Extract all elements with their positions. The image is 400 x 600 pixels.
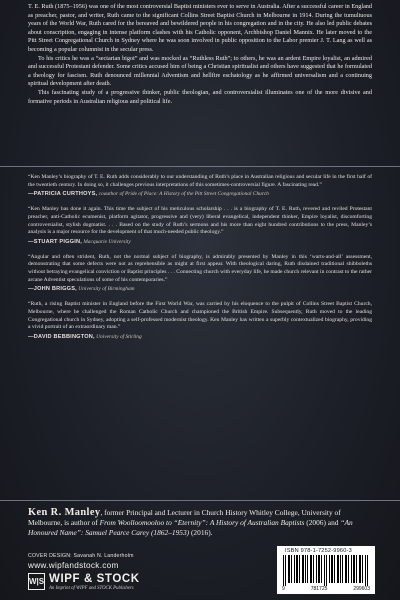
- description-paragraph: To his critics he was a “sectarian bigot” and was mocked as “Ruthless Ruth”; to others, he was an ardent Empire loyalist, an admired and successful Protestant defender. Some critics accused him of being a Christian spiritualist and others have suggested that he formulated a theology for fascism. Ruth denounced millennial Adventism and hellfire eschatology as he affirmed universalism and a continuing spiritual development after death.: [28, 54, 372, 88]
- author-bio-text: (2016).: [189, 528, 213, 538]
- isbn-label: ISBN 978-1-7252-9960-3: [285, 548, 352, 554]
- isbn-barcode: [277, 546, 375, 594]
- endorsements: [28, 174, 372, 349]
- cover-design-credit: COVER DESIGN: Savanah N. Landerholm: [28, 553, 134, 559]
- author-book-title: From Woolloomooloo to “Eternity”: A History of Australian Baptists: [99, 518, 305, 528]
- endorsement: [28, 206, 372, 247]
- endorsement: [28, 301, 372, 342]
- publisher-imprint: An Imprint of WIPF and STOCK Publishers: [49, 586, 134, 591]
- endorsement-attribution: [28, 286, 372, 294]
- author-name: Ken R. Manley: [28, 507, 101, 518]
- endorser-affiliation: University of Stirling: [94, 333, 142, 340]
- endorsement-quote: “Ken Manley’s biography of T. E. Ruth adds considerably to our understanding of Ruth’s place in Australian religious and secular life in the first half of the twentieth century. In doing so, it challenges previous interpretations of this sometimes-controversial figure. A fascinating read.”: [28, 174, 372, 188]
- endorser-affiliation: coauthor of Pride of Place: A History of the Pitt Street Congregational Church: [97, 191, 269, 198]
- barcode-digit-group: 299603: [353, 586, 370, 592]
- endorsement: [28, 254, 372, 295]
- endorsement-attribution: [28, 334, 372, 342]
- barcode-digits: [281, 586, 371, 592]
- author-bio-text: (2006) and: [304, 518, 341, 528]
- author-bio-text: , former Principal and Lecturer in Church History Whitley College, University of Melbourne, is author of: [28, 508, 341, 528]
- description-paragraph: T. E. Ruth (1875–1956) was one of the most controversial Baptist ministers ever to serve in Australia. After a successful career in England as preacher, pastor, and writer, Ruth came to the significant Collins Street Baptist Church in Melbourne in 1914. During the tumultuous years of the World War, Ruth cared for the bereaved and bewildered people in his congregation and in the city. He also led public debates about conscription, engaging in intense platform clashes with his Catholic opponent, Archbishop Daniel Mannix. He later moved to the Pitt Street Congregational Church in Sydney where he was soon involved in public opposition to the Labor premier J. T. Lang as well as becoming a popular columnist in the secular press.: [28, 3, 372, 53]
- endorser-affiliation: Macquarie University: [81, 238, 131, 245]
- publisher-name: WIPF & STOCK: [49, 573, 140, 585]
- publisher-website: www.wipfandstock.com: [28, 561, 119, 570]
- publisher-logo-icon: W|S: [28, 573, 45, 590]
- endorser-name: —STUART PIGGIN,: [28, 238, 82, 245]
- barcode-digit-group: 781725: [310, 586, 328, 592]
- barcode-digit-group: 9: [282, 586, 285, 592]
- endorser-name: —JOHN BRIGGS,: [28, 286, 77, 293]
- endorsement-attribution: [28, 239, 372, 247]
- description-paragraph: This fascinating study of a progressive thinker, public theologian, and controversialist illuminates one of the more divisive and formative periods in Australian religious and political life.: [28, 88, 372, 105]
- endorser-affiliation: University of Birmingham: [76, 286, 135, 293]
- endorsement: [28, 174, 372, 199]
- book-description: [28, 3, 372, 106]
- section-divider: [0, 500, 400, 501]
- section-divider: [0, 166, 400, 167]
- endorsement-quote: “Angular and often strident, Ruth, not the normal subject of biography, is admirably presented by Manley in this ‘warts-and-all’ assessment, demonstrating that some defects were not as reprehensible as might at first appear. With theological daring, Ruth disdained traditional shibboleths without betraying evangelical conviction or Baptist principles . . . Connecting church with everyday life, he made church relevant in contrast to the rather arcane Adventist speculations of some of his contemporaries.”: [28, 253, 372, 283]
- endorser-name: —PATRICIA CURTHOYS,: [28, 191, 98, 198]
- endorsement-quote: “Ken Manley has done it again. This time the subject of his meticulous scholarship . . . is a biography of T. E. Ruth, revered and reviled Protestant preacher, anti-Catholic ecumenist, platform agitator, progressive and (very) liberal evangelical, independent thinker, Empire loyalist, discomforting controversialist, stylish dogmatist. . . . Based on the study of Ruth’s sermons and his more than eight hundred contributions to the press, Manley’s analysis is a major resource for the development of that much-needed public theology.”: [28, 206, 372, 236]
- author-bio: [28, 508, 372, 539]
- endorsement-quote: “Ruth, a rising Baptist minister in England before the First World War, was carried by his eloquence to the pulpit of Collins Street Baptist Church, Melbourne, where he challenged the Roman Catholic Church and championed the British Empire. Subsequently, Ruth moved to the leading Congregational church in Sydney, adopting a self-professed modernist theology. Ken Manley has written a superbly contextualized biography, providing a vivid portrait of an extraordinary man.”: [28, 301, 372, 331]
- endorsement-attribution: [28, 191, 372, 199]
- endorser-name: —DAVID BEBBINGTON,: [28, 333, 95, 340]
- author-book-title: “An Honoured Name”: Samuel Pearce Carey (1862–1953): [28, 518, 353, 538]
- barcode-icon: [281, 555, 371, 586]
